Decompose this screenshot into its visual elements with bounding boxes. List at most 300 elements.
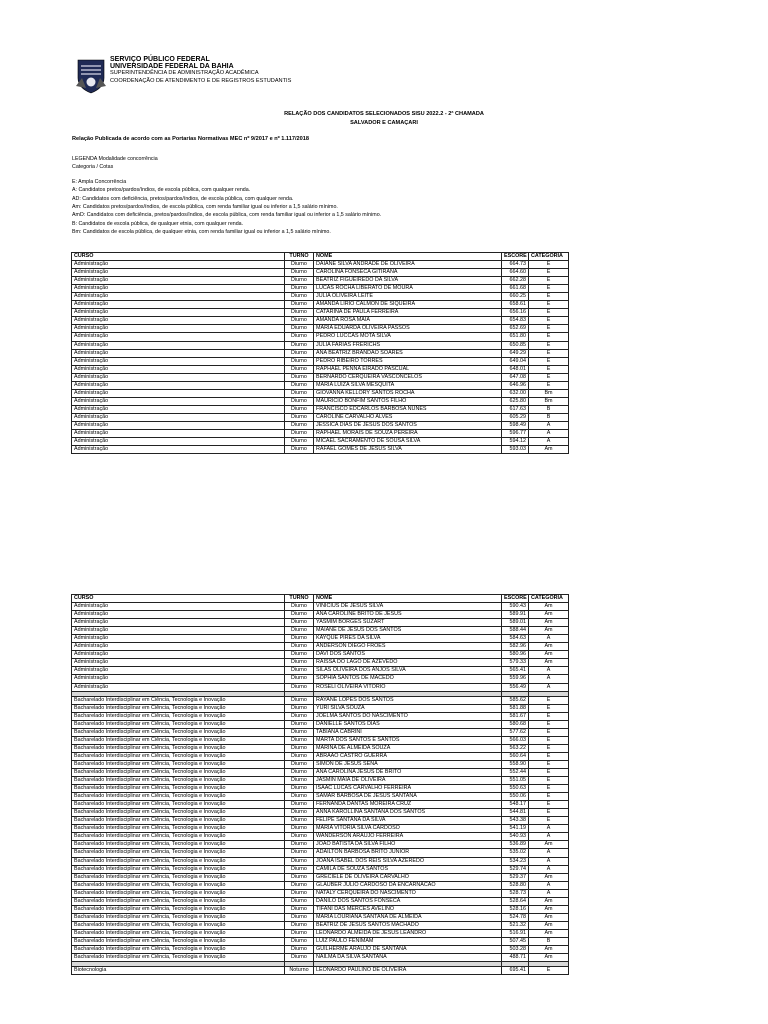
table-row — [72, 905, 569, 913]
cell-course: Bacharelado Interdisciplinar em Ciência, Tecnologia e Inovação — [72, 760, 285, 768]
legend — [72, 155, 381, 237]
cell-category: A — [529, 857, 569, 865]
cell-score: 605.29 — [502, 413, 529, 421]
cell-course: Bacharelado Interdisciplinar em Ciência, Tecnologia e Inovação — [72, 744, 285, 752]
cell-shift: Noturno — [285, 967, 314, 975]
cell-score: 524.78 — [502, 913, 529, 921]
cell-shift: Diurno — [285, 293, 314, 301]
cell-shift: Diurno — [285, 635, 314, 643]
cell-name: CAMILA DE SOUZA SANTOS — [314, 865, 502, 873]
cell-name: NATALY CERQUEIRA DO NASCIMENTO — [314, 889, 502, 897]
cell-course: Bacharelado Interdisciplinar em Ciência, Tecnologia e Inovação — [72, 897, 285, 905]
cell-score: 695.41 — [502, 967, 529, 975]
cell-category: Am — [529, 619, 569, 627]
cell-name: JOANA ISABEL DOS REIS SILVA AZEREDO — [314, 857, 502, 865]
cell-course: Bacharelado Interdisciplinar em Ciência, Tecnologia e Inovação — [72, 929, 285, 937]
table-row — [72, 728, 569, 736]
cell-shift: Diurno — [285, 446, 314, 454]
cell-name: GUILHERME ARAUJO DE SANTANA — [314, 946, 502, 954]
cell-shift: Diurno — [285, 881, 314, 889]
cell-score: 551.05 — [502, 777, 529, 785]
cell-course: Bacharelado Interdisciplinar em Ciência, Tecnologia e Inovação — [72, 954, 285, 962]
cell-score: 661.68 — [502, 285, 529, 293]
cell-name: JASMIN MAIA DE OLIVEIRA — [314, 777, 502, 785]
table-row — [72, 889, 569, 897]
cell-course: Administração — [72, 659, 285, 667]
cell-name: SIMON DE JESUS SENA — [314, 760, 502, 768]
title-line-1: RELAÇÃO DOS CANDIDATOS SELECIONADOS SISU 2022.2 - 2ª CHAMADA — [284, 111, 484, 117]
table-row — [72, 712, 569, 720]
cell-category: E — [529, 720, 569, 728]
cell-score: 507.45 — [502, 937, 529, 945]
cell-shift: Diurno — [285, 849, 314, 857]
table-row — [72, 921, 569, 929]
header-line-1: SERVIÇO PÚBLICO FEDERAL — [110, 56, 210, 63]
cell-score: 577.62 — [502, 728, 529, 736]
cell-shift: Diurno — [285, 913, 314, 921]
cell-name: JULIA OLIVEIRA LEITE — [314, 293, 502, 301]
cell-name: MARIA LOURIANA SANTANA DE ALMEIDA — [314, 913, 502, 921]
cell-category: E — [529, 333, 569, 341]
cell-category: E — [529, 801, 569, 809]
cell-category: E — [529, 309, 569, 317]
table-row — [72, 793, 569, 801]
cell-score: 581.67 — [502, 712, 529, 720]
cell-category: A — [529, 889, 569, 897]
legend-line: AD: Candidatos com deficiência, pretos/pardos/índios, de escola pública, com qualquer renda. — [72, 195, 294, 202]
table-row — [72, 897, 569, 905]
cell-shift: Diurno — [285, 833, 314, 841]
cell-name: JOAO BATISTA DA SILVA FILHO — [314, 841, 502, 849]
cell-score: 534.23 — [502, 857, 529, 865]
cell-course: Bacharelado Interdisciplinar em Ciência, Tecnologia e Inovação — [72, 728, 285, 736]
table-row — [72, 357, 569, 365]
table-row — [72, 865, 569, 873]
cell-shift: Diurno — [285, 841, 314, 849]
cell-name: AMANDA ROSA MAIA — [314, 317, 502, 325]
cell-name: FELIPE SANTANA DA SILVA — [314, 817, 502, 825]
cell-course: Administração — [72, 651, 285, 659]
table-row — [72, 430, 569, 438]
cell-shift: Diurno — [285, 768, 314, 776]
table-row — [72, 627, 569, 635]
cell-course: Administração — [72, 301, 285, 309]
legend-line: AmD: Candidatos com deficiência, pretos/pardos/índios, de escola pública, com renda familiar igual ou inferior a 1,5 salário mínimo. — [72, 212, 382, 219]
cell-course: Administração — [72, 389, 285, 397]
cell-name: PEDRO LUCCAS MOTA SILVA — [314, 333, 502, 341]
cell-shift: Diurno — [285, 954, 314, 962]
table-row — [72, 269, 569, 277]
cell-category: E — [529, 777, 569, 785]
cell-name: DANIELLE SANTOS DIAS — [314, 720, 502, 728]
table-row — [72, 929, 569, 937]
table-row — [72, 397, 569, 405]
cell-category: E — [529, 293, 569, 301]
cell-category: E — [529, 712, 569, 720]
cell-category: E — [529, 325, 569, 333]
cell-name: BEATRIZ FIGUEIREDO DA SILVA — [314, 277, 502, 285]
cell-category: Am — [529, 643, 569, 651]
cell-category: E — [529, 809, 569, 817]
cell-course: Bacharelado Interdisciplinar em Ciência, Tecnologia e Inovação — [72, 841, 285, 849]
cell-course: Administração — [72, 421, 285, 429]
table-row — [72, 873, 569, 881]
table-row — [72, 277, 569, 285]
cell-name: ANA BEATRIZ BRANDAO SOARES — [314, 349, 502, 357]
table-row — [72, 801, 569, 809]
cell-shift: Diurno — [285, 744, 314, 752]
cell-category: E — [529, 793, 569, 801]
column-header-shift: TURNO — [285, 253, 314, 261]
table-row — [72, 857, 569, 865]
cell-shift: Diurno — [285, 696, 314, 704]
cell-category: E — [529, 285, 569, 293]
table-row — [72, 446, 569, 454]
cell-shift: Diurno — [285, 619, 314, 627]
table-row — [72, 760, 569, 768]
header-line-2: UNIVERSIDADE FEDERAL DA BAHIA — [110, 63, 234, 71]
cell-course: Administração — [72, 317, 285, 325]
cell-course: Administração — [72, 413, 285, 421]
table-row — [72, 381, 569, 389]
cell-name: JESSICA DIAS DE JESUS DOS SANTOS — [314, 421, 502, 429]
table-row — [72, 341, 569, 349]
cell-score: 598.49 — [502, 421, 529, 429]
cell-category: Am — [529, 946, 569, 954]
cell-category: E — [529, 736, 569, 744]
cell-shift: Diurno — [285, 301, 314, 309]
cell-shift: Diurno — [285, 720, 314, 728]
cell-category: E — [529, 785, 569, 793]
table-row — [72, 817, 569, 825]
publication-note: Relação Publicada de acordo com as Portarias Normativas MEC nº 9/2017 e nº 1.117/2018 — [72, 136, 309, 142]
cell-course: Bacharelado Interdisciplinar em Ciência, Tecnologia e Inovação — [72, 777, 285, 785]
cell-course: Administração — [72, 405, 285, 413]
cell-course: Administração — [72, 635, 285, 643]
cell-name: FRANCISCO EDCARLOS BARBOSA NUNES — [314, 405, 502, 413]
cell-score: 548.17 — [502, 801, 529, 809]
candidates-table-2 — [71, 594, 569, 975]
cell-course: Administração — [72, 309, 285, 317]
cell-course: Administração — [72, 285, 285, 293]
cell-category: E — [529, 269, 569, 277]
cell-category: B — [529, 413, 569, 421]
document-title — [0, 110, 768, 128]
cell-score: 593.03 — [502, 446, 529, 454]
cell-shift: Diurno — [285, 261, 314, 269]
cell-category: E — [529, 317, 569, 325]
cell-score: 664.60 — [502, 269, 529, 277]
cell-shift: Diurno — [285, 438, 314, 446]
table-row — [72, 333, 569, 341]
table-row — [72, 683, 569, 691]
column-header-course: CURSO — [72, 253, 285, 261]
cell-shift: Diurno — [285, 325, 314, 333]
cell-course: Administração — [72, 333, 285, 341]
cell-course: Bacharelado Interdisciplinar em Ciência, Tecnologia e Inovação — [72, 865, 285, 873]
table-row — [72, 849, 569, 857]
cell-score: 503.28 — [502, 946, 529, 954]
cell-category: Am — [529, 873, 569, 881]
cell-category: E — [529, 277, 569, 285]
cell-course: Administração — [72, 373, 285, 381]
cell-score: 566.03 — [502, 736, 529, 744]
cell-score: 664.73 — [502, 261, 529, 269]
cell-category: Am — [529, 913, 569, 921]
header-line-4: COORDENAÇÃO DE ATENDIMENTO E DE REGISTROS ESTUDANTIS — [110, 77, 292, 84]
table-row — [72, 752, 569, 760]
table-row — [72, 301, 569, 309]
cell-score: 589.01 — [502, 619, 529, 627]
cell-shift: Diurno — [285, 643, 314, 651]
cell-name: GLAUBER JULIO CARDOSO DA ENCARNACAO — [314, 881, 502, 889]
cell-score: 563.22 — [502, 744, 529, 752]
table-row — [72, 421, 569, 429]
cell-score: 656.16 — [502, 309, 529, 317]
column-header-shift: TURNO — [285, 595, 314, 603]
cell-category: Am — [529, 603, 569, 611]
cell-course: Bacharelado Interdisciplinar em Ciência, Tecnologia e Inovação — [72, 720, 285, 728]
cell-shift: Diurno — [285, 269, 314, 277]
cell-category: A — [529, 675, 569, 683]
cell-course: Administração — [72, 261, 285, 269]
table-row — [72, 603, 569, 611]
cell-score: 565.41 — [502, 667, 529, 675]
cell-score: 650.85 — [502, 341, 529, 349]
legend-line: Am: Candidatos pretos/pardos/índios, de escola pública, com renda familiar igual ou inferior a 1,5 salário mínimo. — [72, 204, 338, 211]
cell-course: Bacharelado Interdisciplinar em Ciência, Tecnologia e Inovação — [72, 937, 285, 945]
cell-course: Administração — [72, 627, 285, 635]
cell-score: 541.19 — [502, 825, 529, 833]
table-row — [72, 736, 569, 744]
column-header-score: ESCORE — [502, 595, 529, 603]
cell-category: A — [529, 635, 569, 643]
cell-course: Bacharelado Interdisciplinar em Ciência, Tecnologia e Inovação — [72, 905, 285, 913]
cell-course: Administração — [72, 643, 285, 651]
cell-shift: Diurno — [285, 873, 314, 881]
cell-course: Bacharelado Interdisciplinar em Ciência, Tecnologia e Inovação — [72, 768, 285, 776]
table-row — [72, 438, 569, 446]
cell-course: Biotecnologia — [72, 967, 285, 975]
legend-line: B: Candidatos de escola pública, de qualquer etnia, com qualquer renda. — [72, 220, 244, 227]
cell-score: 594.12 — [502, 438, 529, 446]
cell-category: Am — [529, 627, 569, 635]
cell-course: Bacharelado Interdisciplinar em Ciência, Tecnologia e Inovação — [72, 736, 285, 744]
cell-score: 588.44 — [502, 627, 529, 635]
cell-category: Am — [529, 659, 569, 667]
cell-name: RAISSA DO LAGO DE AZEVEDO — [314, 659, 502, 667]
cell-shift: Diurno — [285, 341, 314, 349]
column-header-name: NOME — [314, 253, 502, 261]
cell-category: A — [529, 865, 569, 873]
cell-category: Am — [529, 446, 569, 454]
cell-category: A — [529, 849, 569, 857]
cell-score: 589.91 — [502, 611, 529, 619]
cell-shift: Diurno — [285, 760, 314, 768]
cell-course: Administração — [72, 269, 285, 277]
cell-score: 632.00 — [502, 389, 529, 397]
cell-shift: Diurno — [285, 365, 314, 373]
column-header-score: ESCORE — [502, 253, 529, 261]
table-row — [72, 777, 569, 785]
cell-name: ANNA KAROLLINA SANTANA DOS SANTOS — [314, 809, 502, 817]
cell-score: 556.49 — [502, 683, 529, 691]
cell-shift: Diurno — [285, 651, 314, 659]
cell-name: JULIA FARIAS FRERICHS — [314, 341, 502, 349]
ufba-logo-icon — [76, 58, 106, 94]
candidates-table-1 — [71, 252, 569, 454]
table-row — [72, 659, 569, 667]
cell-course: Bacharelado Interdisciplinar em Ciência, Tecnologia e Inovação — [72, 704, 285, 712]
cell-score: 560.64 — [502, 752, 529, 760]
cell-name: LUIZ PAULO FENIMAM — [314, 937, 502, 945]
cell-score: 649.04 — [502, 357, 529, 365]
table-row — [72, 954, 569, 962]
cell-shift: Diurno — [285, 317, 314, 325]
cell-course: Administração — [72, 603, 285, 611]
cell-name: AMANDA LIRIO CALMON DE SIQUEIRA — [314, 301, 502, 309]
cell-category: Am — [529, 905, 569, 913]
cell-shift: Diurno — [285, 728, 314, 736]
cell-category: B — [529, 405, 569, 413]
cell-name: JOELMA SANTOS DO NASCIMENTO — [314, 712, 502, 720]
cell-name: MARIA LUIZA SILVA MESQUITA — [314, 381, 502, 389]
cell-shift: Diurno — [285, 333, 314, 341]
table-row — [72, 643, 569, 651]
cell-name: CAROLINA FONSECA GITIRANA — [314, 269, 502, 277]
cell-shift: Diurno — [285, 667, 314, 675]
table-row — [72, 744, 569, 752]
cell-score: 654.83 — [502, 317, 529, 325]
cell-shift: Diurno — [285, 405, 314, 413]
cell-category: E — [529, 261, 569, 269]
cell-category: A — [529, 430, 569, 438]
cell-name: BEATRIZ DE JESUS SANTOS MACHADO — [314, 921, 502, 929]
cell-category: A — [529, 825, 569, 833]
cell-course: Administração — [72, 430, 285, 438]
cell-score: 552.44 — [502, 768, 529, 776]
cell-score: 550.06 — [502, 793, 529, 801]
cell-course: Administração — [72, 446, 285, 454]
table-row — [72, 841, 569, 849]
table-header-row — [72, 595, 569, 603]
cell-shift: Diurno — [285, 627, 314, 635]
cell-shift: Diurno — [285, 905, 314, 913]
cell-shift: Diurno — [285, 603, 314, 611]
document-header — [76, 56, 596, 96]
cell-shift: Diurno — [285, 381, 314, 389]
cell-name: TABIANA CABRINI — [314, 728, 502, 736]
cell-shift: Diurno — [285, 357, 314, 365]
cell-score: 521.32 — [502, 921, 529, 929]
cell-category: E — [529, 341, 569, 349]
cell-name: BERNARDO CERQUEIRA VASCONCELOS — [314, 373, 502, 381]
cell-score: 662.28 — [502, 277, 529, 285]
cell-course: Bacharelado Interdisciplinar em Ciência, Tecnologia e Inovação — [72, 793, 285, 801]
table-row — [72, 349, 569, 357]
cell-shift: Diurno — [285, 921, 314, 929]
table-row — [72, 946, 569, 954]
cell-category: E — [529, 752, 569, 760]
cell-score: 529.74 — [502, 865, 529, 873]
cell-shift: Diurno — [285, 397, 314, 405]
cell-category: E — [529, 301, 569, 309]
cell-score: 543.38 — [502, 817, 529, 825]
cell-course: Administração — [72, 357, 285, 365]
cell-name: SILAS OLIVEIRA DOS ANJOS SILVA — [314, 667, 502, 675]
cell-course: Bacharelado Interdisciplinar em Ciência, Tecnologia e Inovação — [72, 833, 285, 841]
cell-name: RAYANE LOPES DOS SANTOS — [314, 696, 502, 704]
cell-name: MARIA EDUARDA OLIVEIRA PASSOS — [314, 325, 502, 333]
cell-shift: Diurno — [285, 777, 314, 785]
cell-category: E — [529, 696, 569, 704]
cell-shift: Diurno — [285, 889, 314, 897]
cell-name: TIFANI DAS MERCES AVELINO — [314, 905, 502, 913]
cell-shift: Diurno — [285, 801, 314, 809]
table-row — [72, 675, 569, 683]
cell-category: E — [529, 744, 569, 752]
legend-line: E: Ampla Concorrência — [72, 178, 127, 185]
cell-category: Am — [529, 611, 569, 619]
cell-name: ABRAAO CASTRO GUERRA — [314, 752, 502, 760]
table-header-row — [72, 253, 569, 261]
cell-category: A — [529, 438, 569, 446]
cell-score: 617.63 — [502, 405, 529, 413]
cell-course: Administração — [72, 277, 285, 285]
cell-course: Administração — [72, 438, 285, 446]
cell-score: 658.61 — [502, 301, 529, 309]
table-row — [72, 704, 569, 712]
table-row — [72, 389, 569, 397]
table-row — [72, 373, 569, 381]
cell-shift: Diurno — [285, 683, 314, 691]
cell-name: ANA CAROLINA JESUS DE BRITO — [314, 768, 502, 776]
cell-shift: Diurno — [285, 659, 314, 667]
cell-score: 528.16 — [502, 905, 529, 913]
cell-course: Administração — [72, 675, 285, 683]
column-header-category: CATEGORIA — [529, 595, 569, 603]
cell-shift: Diurno — [285, 929, 314, 937]
cell-course: Bacharelado Interdisciplinar em Ciência, Tecnologia e Inovação — [72, 696, 285, 704]
cell-shift: Diurno — [285, 785, 314, 793]
cell-course: Administração — [72, 397, 285, 405]
cell-category: Am — [529, 921, 569, 929]
cell-score: 646.96 — [502, 381, 529, 389]
cell-course: Administração — [72, 365, 285, 373]
cell-name: GIOVANNA KELLORY SANTOS ROCHA — [314, 389, 502, 397]
table-row — [72, 667, 569, 675]
table-row — [72, 937, 569, 945]
cell-name: ANA CAROLINE BRITO DE JESUS — [314, 611, 502, 619]
table-row — [72, 967, 569, 975]
cell-score: 625.80 — [502, 397, 529, 405]
cell-name: MARINA DE ALMEIDA SOUZA — [314, 744, 502, 752]
cell-category: A — [529, 881, 569, 889]
cell-shift: Diurno — [285, 946, 314, 954]
cell-category: A — [529, 421, 569, 429]
cell-shift: Diurno — [285, 857, 314, 865]
cell-score: 649.29 — [502, 349, 529, 357]
cell-shift: Diurno — [285, 704, 314, 712]
cell-score: 516.91 — [502, 929, 529, 937]
cell-score: 550.63 — [502, 785, 529, 793]
cell-shift: Diurno — [285, 809, 314, 817]
cell-score: 582.96 — [502, 643, 529, 651]
cell-score: 540.93 — [502, 833, 529, 841]
cell-course: Bacharelado Interdisciplinar em Ciência, Tecnologia e Inovação — [72, 849, 285, 857]
legend-line: LEGENDA Modalidade concorrência — [72, 156, 158, 162]
cell-name: NAILMA DA SILVA SANTANA — [314, 954, 502, 962]
